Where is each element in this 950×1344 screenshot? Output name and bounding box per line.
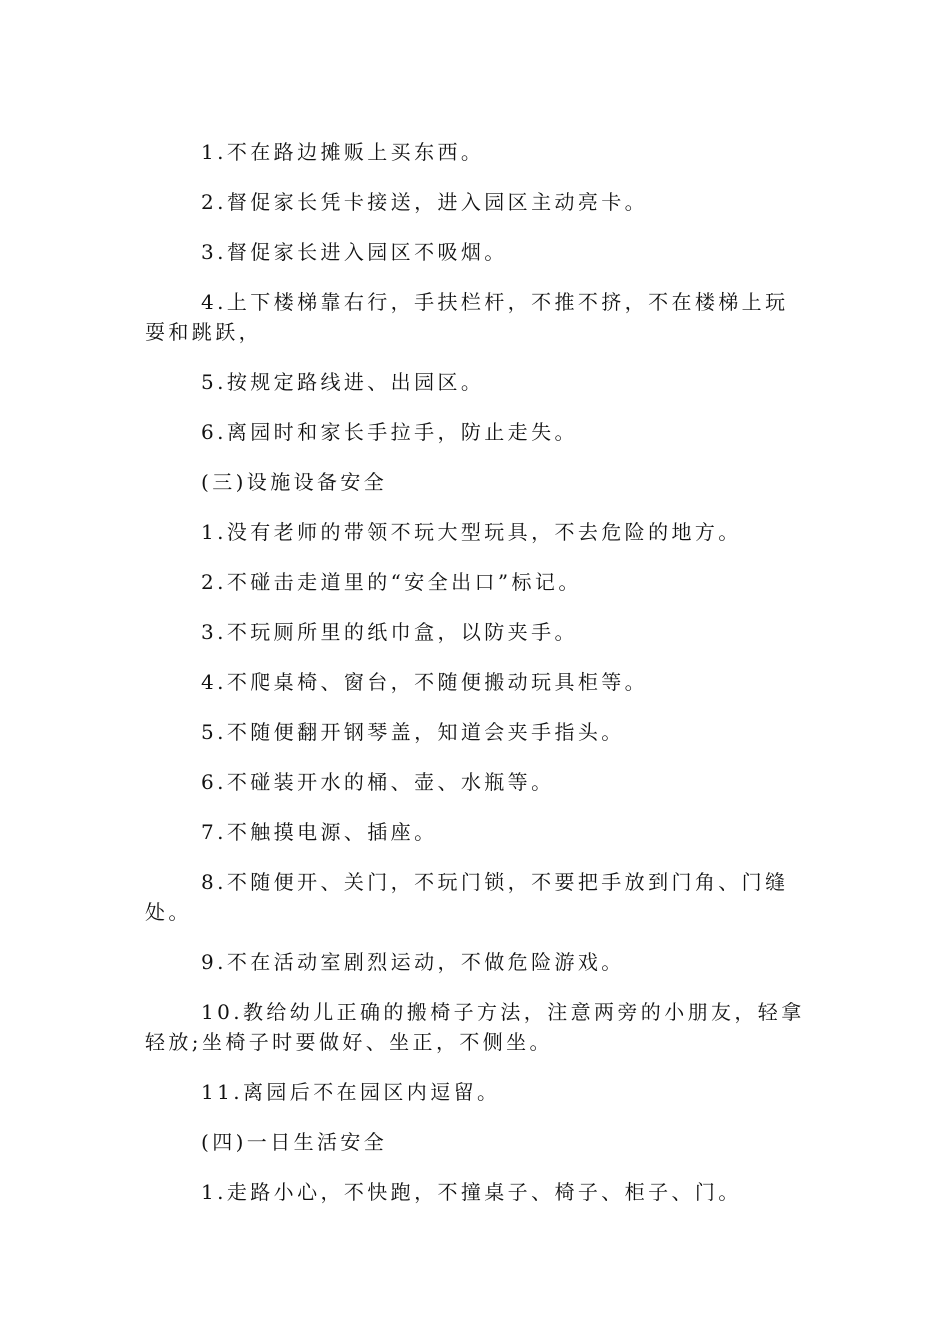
section-heading: (三)设施设备安全 bbox=[201, 470, 388, 494]
paragraph: 5.不随便翻开钢琴盖，知道会夹手指头。 bbox=[201, 720, 625, 744]
paragraph: 7.不触摸电源、插座。 bbox=[201, 820, 438, 844]
paragraph: 3.不玩厕所里的纸巾盒，以防夹手。 bbox=[201, 620, 578, 644]
paragraph: 4.上下楼梯靠右行，手扶栏杆，不推不挤，不在楼梯上玩耍和跳跃， bbox=[145, 290, 789, 344]
paragraph: 6.离园时和家长手拉手，防止走失。 bbox=[201, 420, 578, 444]
paragraph: 11.离园后不在园区内逗留。 bbox=[201, 1080, 501, 1104]
section-heading: (四)一日生活安全 bbox=[201, 1130, 388, 1154]
paragraph: 10.教给幼儿正确的搬椅子方法，注意两旁的小朋友，轻拿轻放;坐椅子时要做好、坐正，不侧坐。 bbox=[145, 1000, 805, 1054]
paragraph: 1.不在路边摊贩上买东西。 bbox=[201, 140, 485, 164]
paragraph: 3.督促家长进入园区不吸烟。 bbox=[201, 240, 508, 264]
paragraph: 4.不爬桌椅、窗台，不随便搬动玩具柜等。 bbox=[201, 670, 649, 694]
paragraph: 1.没有老师的带领不玩大型玩具，不去危险的地方。 bbox=[201, 520, 742, 544]
paragraph: 1.走路小心，不快跑，不撞桌子、椅子、柜子、门。 bbox=[201, 1180, 742, 1204]
paragraph: 5.按规定路线进、出园区。 bbox=[201, 370, 485, 394]
paragraph: 2.督促家长凭卡接送，进入园区主动亮卡。 bbox=[201, 190, 649, 214]
paragraph: 6.不碰装开水的桶、壶、水瓶等。 bbox=[201, 770, 555, 794]
paragraph: 9.不在活动室剧烈运动，不做危险游戏。 bbox=[201, 950, 625, 974]
paragraph: 8.不随便开、关门，不玩门锁，不要把手放到门角、门缝处。 bbox=[145, 870, 789, 924]
document-body bbox=[145, 137, 810, 1227]
paragraph: 2.不碰击走道里的“安全出口”标记。 bbox=[201, 570, 582, 594]
